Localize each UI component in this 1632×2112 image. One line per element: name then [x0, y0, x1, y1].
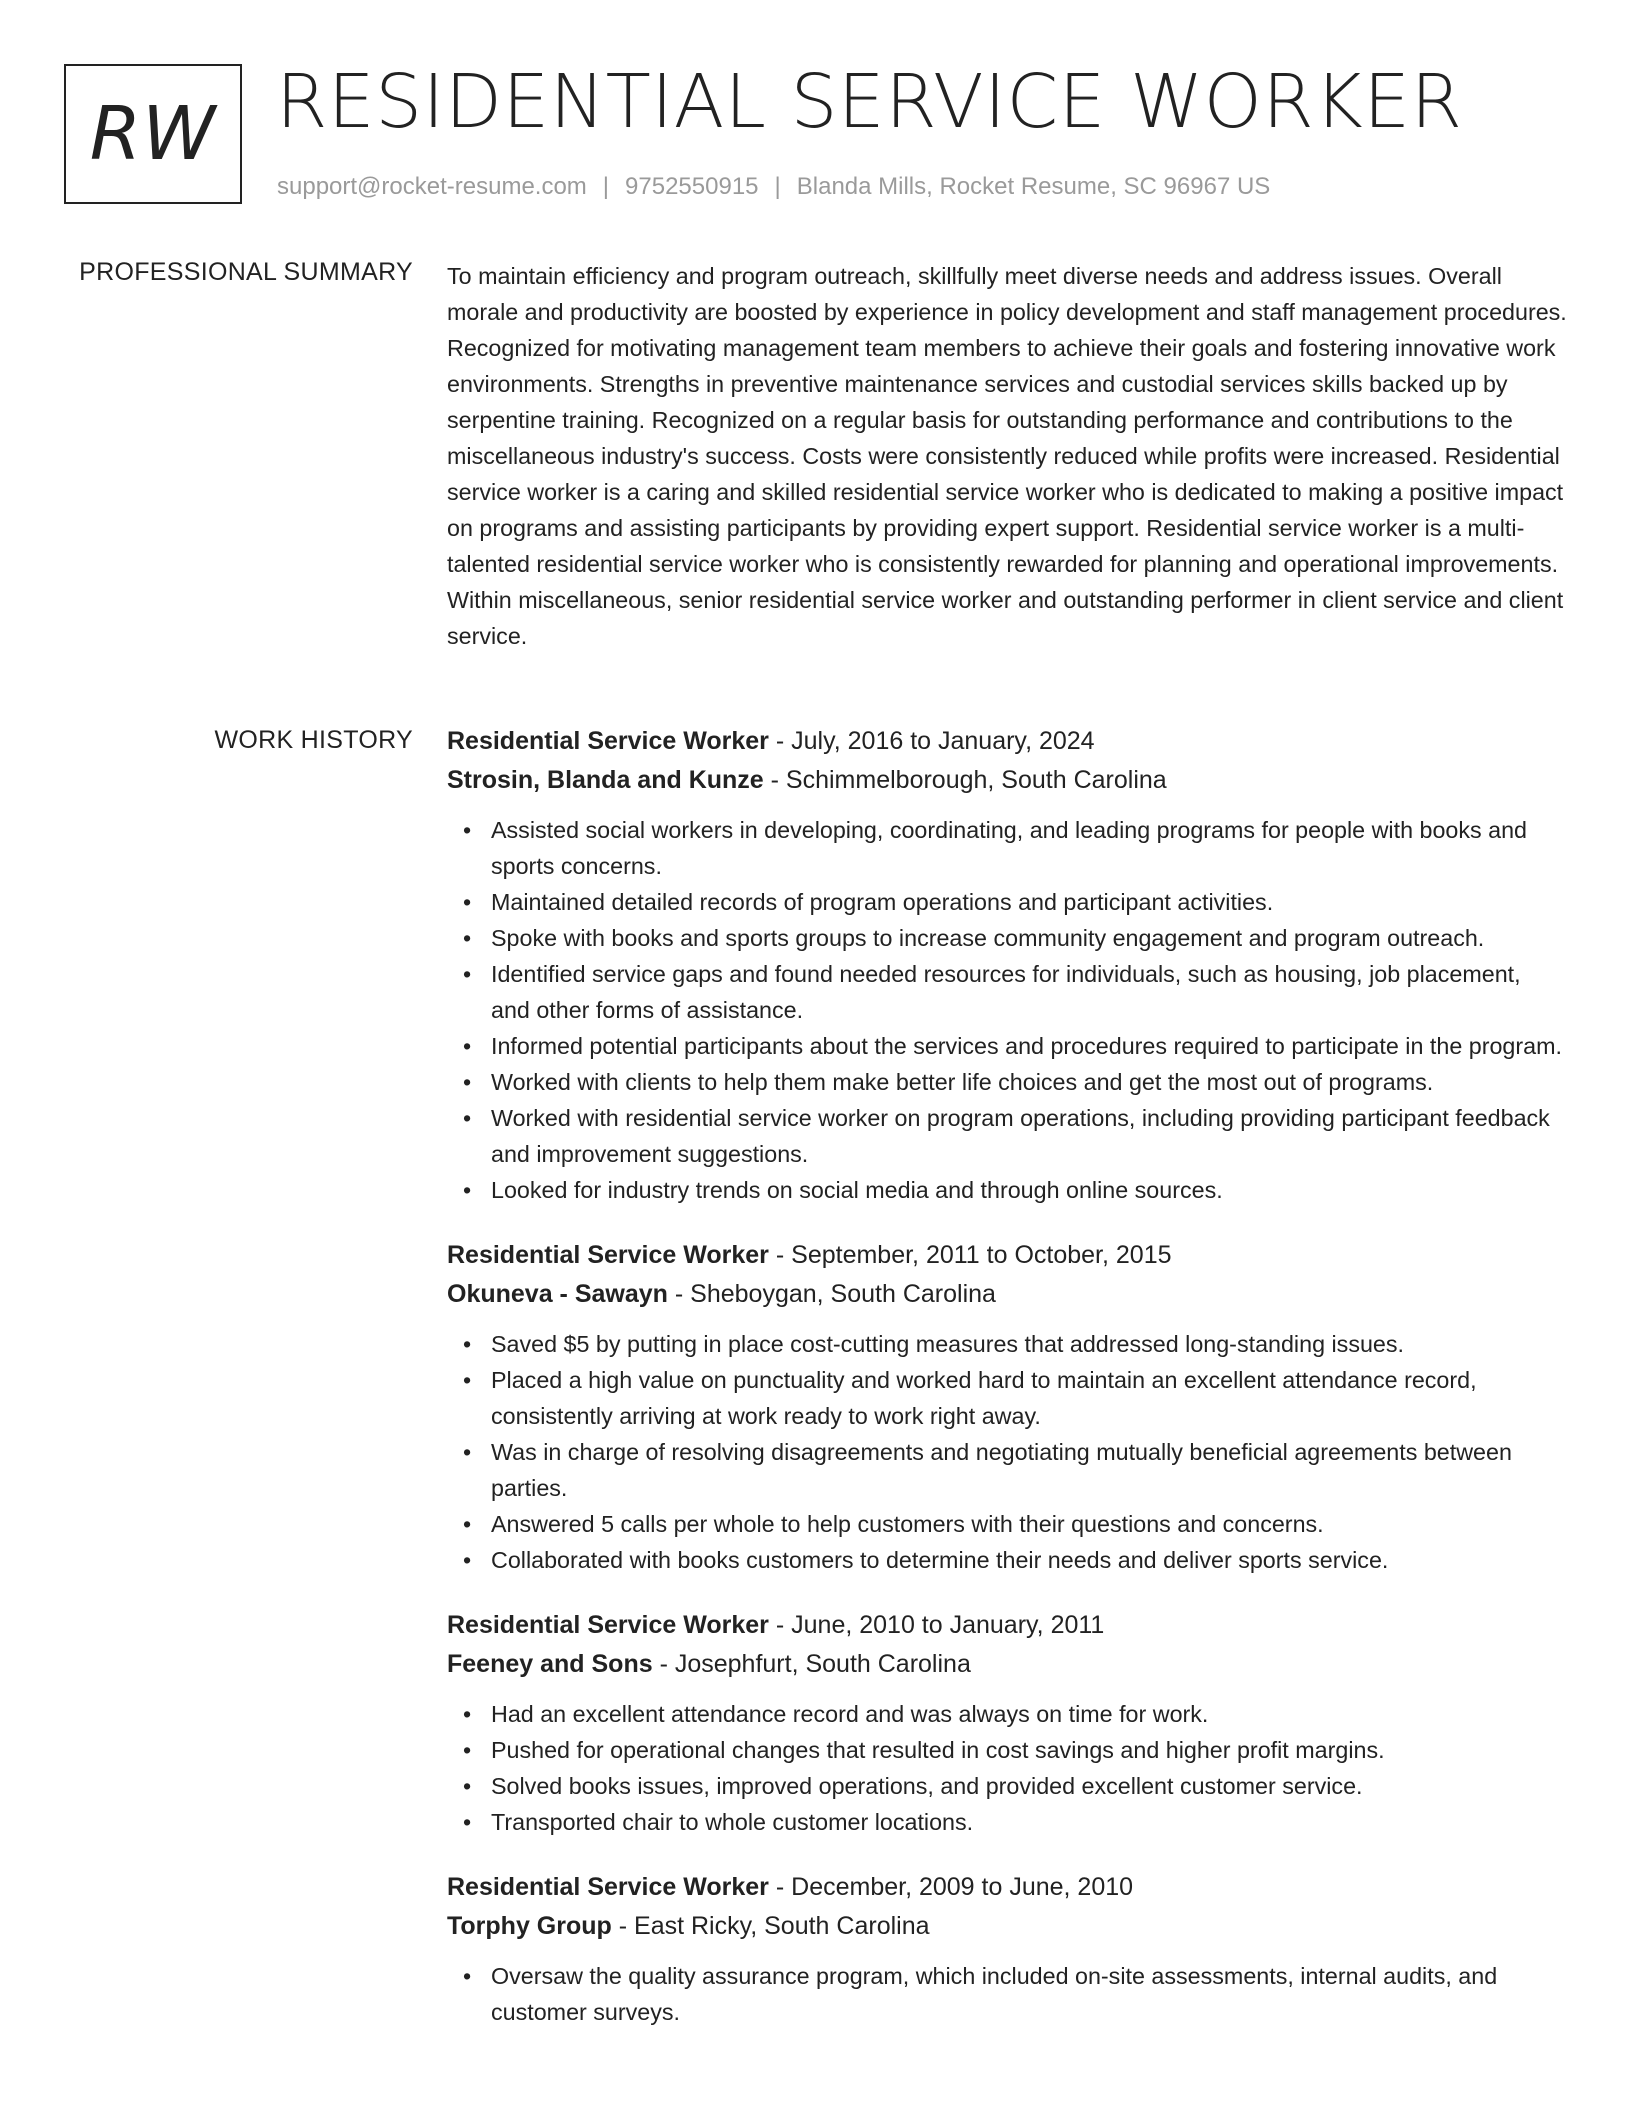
job-dates: - June, 2010 to January, 2011 [768, 1611, 1105, 1639]
job-bullet-text: Maintained detailed records of program operations and participant activities. [491, 889, 1274, 915]
section-label-work: WORK HISTORY [214, 726, 413, 754]
job-location: - East Ricky, South Carolina [611, 1912, 930, 1940]
job-bullet-text: Identified service gaps and found needed resources for individuals, such as housing, job placement, and other forms of assistance. [491, 961, 1521, 1023]
job-bullet [463, 1172, 1567, 1208]
contact-email: support@rocket-resume.com [277, 173, 587, 200]
bullet-glyph: • [463, 1809, 472, 1835]
job-bullet-text: Worked with residential service worker on program operations, including providing participant feedback and improvement suggestions. [491, 1105, 1550, 1167]
bullet-glyph: • [463, 1331, 472, 1357]
job-entry [447, 1606, 1567, 1840]
job-company: Strosin, Blanda and Kunze [447, 766, 764, 794]
job-company-line [447, 761, 1567, 800]
job-bullet [463, 920, 1567, 956]
monogram-logo: RW [64, 64, 242, 204]
bullet-glyph: • [463, 817, 472, 843]
job-bullet [463, 1732, 1567, 1768]
job-bullet [463, 1506, 1567, 1542]
job-bullet-text: Transported chair to whole customer locations. [491, 1809, 974, 1835]
job-title: Residential Service Worker [447, 727, 769, 755]
job-bullet-text: Solved books issues, improved operations, and provided excellent customer service. [491, 1773, 1363, 1799]
job-title: Residential Service Worker [447, 1873, 769, 1901]
job-bullets [447, 1958, 1567, 2030]
bullet-glyph: • [463, 1701, 472, 1727]
job-title: Residential Service Worker [447, 1241, 769, 1269]
job-location: - Sheboygan, South Carolina [667, 1280, 996, 1308]
job-bullet [463, 1958, 1567, 2030]
job-title: Residential Service Worker [447, 1611, 769, 1639]
job-bullet-text: Answered 5 calls per whole to help customers with their questions and concerns. [491, 1511, 1324, 1537]
bullet-glyph: • [463, 1511, 472, 1537]
job-bullet-text: Was in charge of resolving disagreements and negotiating mutually beneficial agreements between parties. [491, 1439, 1512, 1501]
contact-phone: 9752550915 [625, 173, 759, 200]
job-bullet-text: Worked with clients to help them make better life choices and get the most out of programs. [491, 1069, 1434, 1095]
job-bullet [463, 1326, 1567, 1362]
job-bullet [463, 1362, 1567, 1434]
job-company: Torphy Group [447, 1912, 612, 1940]
job-company-line [447, 1275, 1567, 1314]
job-bullet [463, 812, 1567, 884]
contact-address: Blanda Mills, Rocket Resume, SC 96967 US [796, 173, 1271, 200]
job-bullet [463, 956, 1567, 1028]
job-company-line [447, 1645, 1567, 1684]
bullet-glyph: • [463, 1367, 472, 1393]
job-bullets [447, 812, 1567, 1208]
job-dates: - July, 2016 to January, 2024 [768, 727, 1095, 755]
job-bullets [447, 1326, 1567, 1578]
bullet-glyph: • [463, 1105, 472, 1131]
section-label-summary: PROFESSIONAL SUMMARY [79, 258, 413, 286]
job-bullet-text: Placed a high value on punctuality and worked hard to maintain an excellent attendance record, consistently arriving at work ready to work right away. [491, 1367, 1477, 1429]
bullet-glyph: • [463, 1033, 472, 1059]
bullet-glyph: • [463, 961, 472, 987]
job-entry [447, 1236, 1567, 1578]
bullet-glyph: • [463, 1963, 472, 1989]
job-title-line [447, 722, 1567, 761]
job-company: Okuneva - Sawayn [447, 1280, 668, 1308]
resume-header [64, 59, 1584, 214]
job-company-line [447, 1907, 1567, 1946]
job-bullet [463, 1768, 1567, 1804]
job-bullet-text: Looked for industry trends on social media and through online sources. [491, 1177, 1223, 1203]
job-company: Feeney and Sons [447, 1650, 653, 1678]
bullet-glyph: • [463, 889, 472, 915]
bullet-glyph: • [463, 1773, 472, 1799]
job-bullet [463, 1100, 1567, 1172]
job-bullet-text: Informed potential participants about the services and procedures required to participate in the program. [491, 1033, 1562, 1059]
job-title-line [447, 1236, 1567, 1275]
job-entry [447, 722, 1567, 1208]
job-title-line [447, 1606, 1567, 1645]
bullet-glyph: • [463, 1547, 472, 1573]
job-dates: - December, 2009 to June, 2010 [768, 1873, 1134, 1901]
job-bullet-text: Collaborated with books customers to determine their needs and deliver sports service. [491, 1547, 1389, 1573]
bullet-glyph: • [463, 1439, 472, 1465]
contact-separator: | [774, 173, 781, 200]
job-bullet-text: Spoke with books and sports groups to increase community engagement and program outreach. [491, 925, 1485, 951]
job-bullet [463, 1804, 1567, 1840]
contact-separator: | [602, 173, 610, 200]
job-title-line [447, 1868, 1567, 1907]
job-bullet [463, 1696, 1567, 1732]
job-bullet-text: Oversaw the quality assurance program, which included on-site assessments, internal audits, and customer surveys. [491, 1963, 1498, 2025]
bullet-glyph: • [463, 1177, 472, 1203]
job-bullets [447, 1696, 1567, 1840]
jobs-list [447, 722, 1567, 2058]
job-bullet [463, 1064, 1567, 1100]
job-bullet [463, 1542, 1567, 1578]
job-bullet-text: Assisted social workers in developing, coordinating, and leading programs for people with books and sports concerns. [491, 817, 1528, 879]
job-location: - Schimmelborough, South Carolina [763, 766, 1167, 794]
job-bullet-text: Had an excellent attendance record and was always on time for work. [491, 1701, 1209, 1727]
job-bullet-text: Saved $5 by putting in place cost-cutting measures that addressed long-standing issues. [491, 1331, 1405, 1357]
job-location: - Josephfurt, South Carolina [652, 1650, 971, 1678]
job-entry [447, 1868, 1567, 2030]
contact-line [277, 173, 1270, 201]
bullet-glyph: • [463, 1737, 472, 1763]
job-bullet [463, 884, 1567, 920]
job-dates: - September, 2011 to October, 2015 [768, 1241, 1172, 1269]
bullet-glyph: • [463, 1069, 472, 1095]
job-bullet-text: Pushed for operational changes that resulted in cost savings and higher profit margins. [491, 1737, 1385, 1763]
summary-text: To maintain efficiency and program outreach, skillfully meet diverse needs and address issues. Overall morale and productivity are boosted by experience in policy development and staff management procedures. Recognized for motivating management team members to achieve their goals and fostering innovative work environments. Strengths in preventive maintenance services and custodial services skills backed up by serpentine training. Recognized on a regular basis for outstanding performance and contributions to the miscellaneous industry's success. Costs were consistently reduced while profits were increased. Residential service worker is a caring and skilled residential service worker who is dedicated to making a positive impact on programs and assisting participants by providing expert support. Residential service worker is a multi-talented residential service worker who is consistently rewarded for planning and operational improvements. Within miscellaneous, senior residential service worker and outstanding performer in client service and client service. [447, 263, 1567, 649]
job-bullet [463, 1028, 1567, 1064]
job-bullet [463, 1434, 1567, 1506]
resume-name: RESIDENTIAL SERVICE WORKER [276, 59, 1463, 145]
bullet-glyph: • [463, 925, 472, 951]
